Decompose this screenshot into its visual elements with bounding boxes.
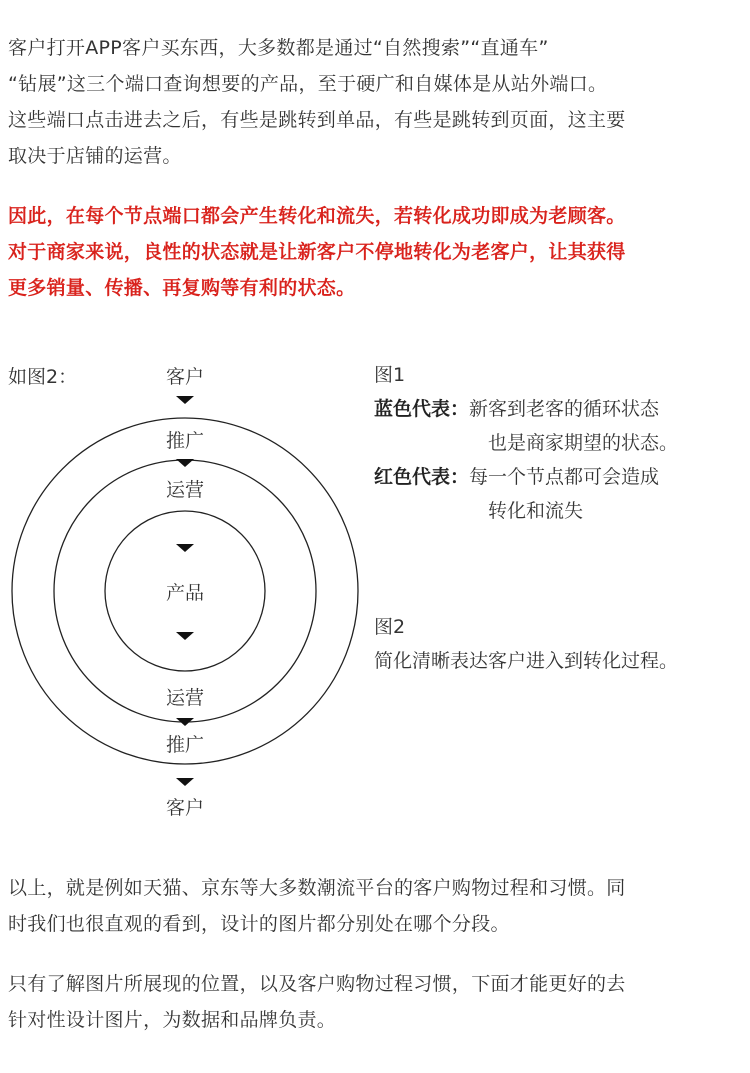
closing-paragraph [8,966,744,1038]
legend-red-text: 每一个节点都可会造成 [469,466,660,488]
arrow-down-icon [176,544,194,552]
conclusion-line: 以上，就是例如天猫、京东等大多数潮流平台的客户购物过程和习惯。同 [8,877,626,899]
legend-panel [374,358,678,528]
legend-blue-text-cont: 也是商家期望的状态。 [488,432,679,454]
legend-blue-key: 蓝色代表： [374,398,470,420]
figure-2-text: 简化清晰表达客户进入到转化过程。 [374,650,679,672]
highlight-paragraph [8,198,744,306]
figure-2-note [374,610,678,678]
highlight-line: 对于商家来说，良性的状态就是让新客户不停地转化为老客户，让其获得 [8,241,626,263]
closing-line: 只有了解图片所展现的位置，以及客户购物过程习惯，下面才能更好的去 [8,973,626,995]
label-center-product: 产品 [165,582,205,604]
intro-line: 这些端口点击进去之后，有些是跳转到单品，有些是跳转到页面，这主要 [8,109,626,131]
arrow-down-icon [176,396,194,404]
diagram-caption: 如图2： [8,366,78,388]
arrow-down-icon [176,459,194,467]
legend-red-row [374,460,678,494]
conclusion-paragraph [8,870,744,942]
highlight-line: 更多销量、传播、再复购等有利的状态。 [8,277,356,299]
figure-1-title: 图1 [374,364,406,386]
label-top-operation: 运营 [165,479,205,501]
label-bottom-operation: 运营 [165,687,205,709]
figure-2-title: 图2 [374,616,406,638]
arrow-down-icon [176,778,194,786]
legend-red-text-cont: 转化和流失 [488,500,584,522]
arrow-down-icon [176,632,194,640]
highlight-line: 因此，在每个节点端口都会产生转化和流失，若转化成功即成为老顾客。 [8,205,626,227]
label-bottom-promotion: 推广 [165,734,205,756]
legend-blue-row [374,392,678,426]
intro-line: 取决于店铺的运营。 [8,145,182,167]
funnel-circle-diagram [0,348,370,828]
conclusion-line: 时我们也很直观的看到，设计的图片都分别处在哪个分段。 [8,913,510,935]
intro-line: 客户打开APP客户买东西，大多数都是通过“自然搜索”“直通车” [8,37,549,59]
label-bottom-customer: 客户 [165,797,205,819]
closing-line: 针对性设计图片，为数据和品牌负责。 [8,1009,337,1031]
label-top-customer: 客户 [165,366,205,388]
intro-line: “钻展”这三个端口查询想要的产品，至于硬广和自媒体是从站外端口。 [8,73,608,95]
legend-red-key: 红色代表： [374,466,470,488]
legend-blue-text: 新客到老客的循环状态 [469,398,660,420]
intro-paragraph [8,30,744,174]
label-top-promotion: 推广 [165,430,205,452]
